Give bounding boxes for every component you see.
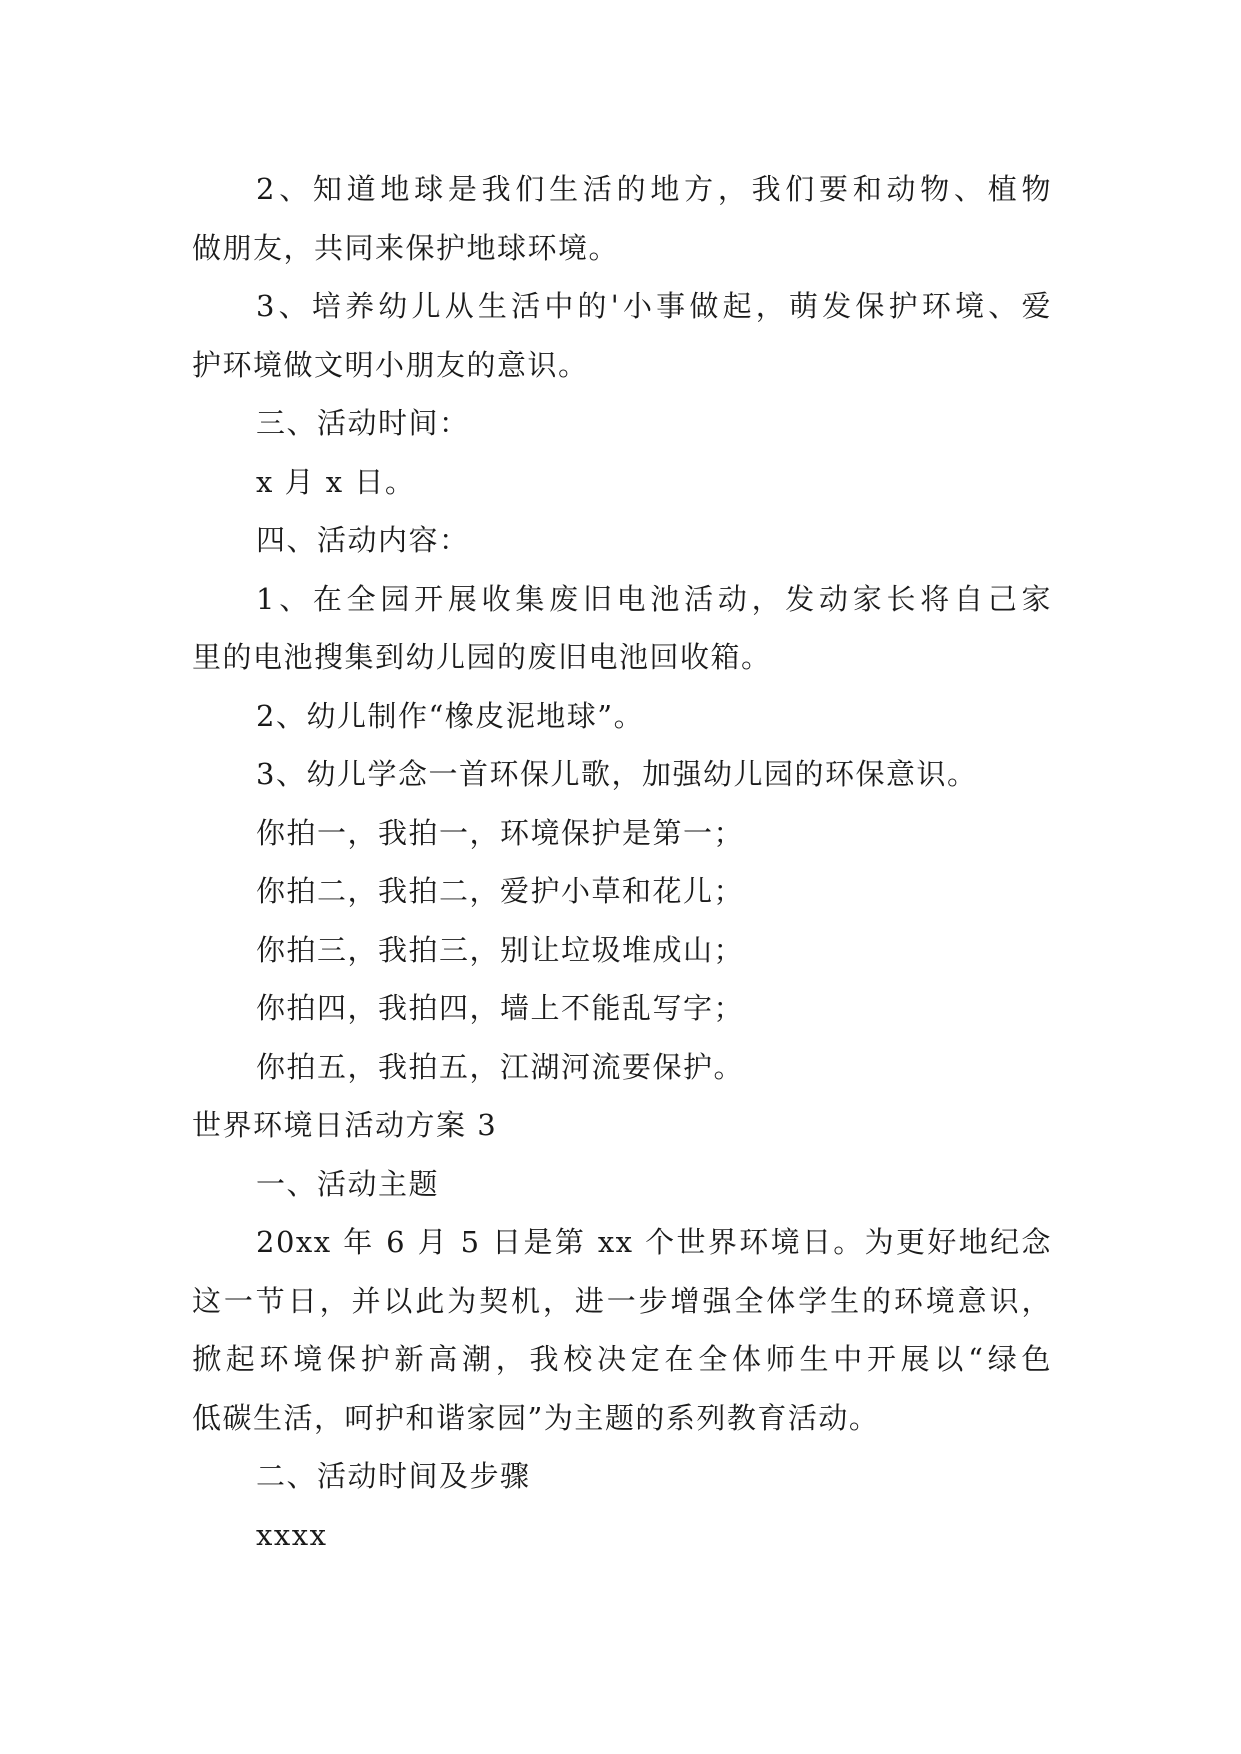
text-line: 护环境做文明小朋友的意识。: [192, 347, 589, 382]
section-heading: 四、活动内容：: [256, 523, 470, 557]
text-line: 3、幼儿学念一首环保儿歌，加强幼儿园的环保意识。: [256, 757, 978, 791]
text-line: 2、知道地球是我们生活的地方，我们要和动物、植物: [256, 172, 1052, 206]
document-title: 世界环境日活动方案 3: [192, 1108, 498, 1142]
text-line: 1、在全园开展收集废旧电池活动，发动家长将自己家: [256, 581, 1052, 616]
section-heading: 三、活动时间：: [256, 406, 470, 440]
text-line: 2、幼儿制作“橡皮泥地球”。: [256, 698, 645, 733]
text-line: 20xx 年 6 月 5 日是第 xx 个世界环境日。为更好地纪念: [256, 1225, 1052, 1259]
document-page: [192, 160, 1052, 1564]
rhyme-line: 你拍五，我拍五，江湖河流要保护。: [256, 1049, 745, 1084]
text-line: 这一节日，并以此为契机，进一步增强全体学生的环境意识，: [192, 1283, 1052, 1318]
text-line: 掀起环境保护新高潮，我校决定在全体师生中开展以“绿色: [192, 1342, 1052, 1376]
text-line: xxxx: [256, 1517, 328, 1552]
text-line: 3、培养幼儿从生活中的'小事做起，萌发保护环境、爱: [256, 289, 1052, 323]
rhyme-line: 你拍一，我拍一，环境保护是第一；: [256, 815, 745, 850]
rhyme-line: 你拍三，我拍三，别让垃圾堆成山；: [256, 932, 745, 967]
rhyme-line: 你拍二，我拍二，爱护小草和花儿；: [256, 874, 745, 908]
text-line: 做朋友，共同来保护地球环境。: [192, 230, 620, 265]
rhyme-line: 你拍四，我拍四，墙上不能乱写字；: [256, 991, 745, 1025]
text-line: 低碳生活，呵护和谐家园”为主题的系列教育活动。: [192, 1400, 880, 1435]
section-heading: 二、活动时间及步骤: [256, 1459, 531, 1493]
text-line: 里的电池搜集到幼儿园的废旧电池回收箱。: [192, 640, 772, 674]
section-heading: 一、活动主题: [256, 1166, 440, 1201]
text-line: x 月 x 日。: [256, 464, 416, 499]
